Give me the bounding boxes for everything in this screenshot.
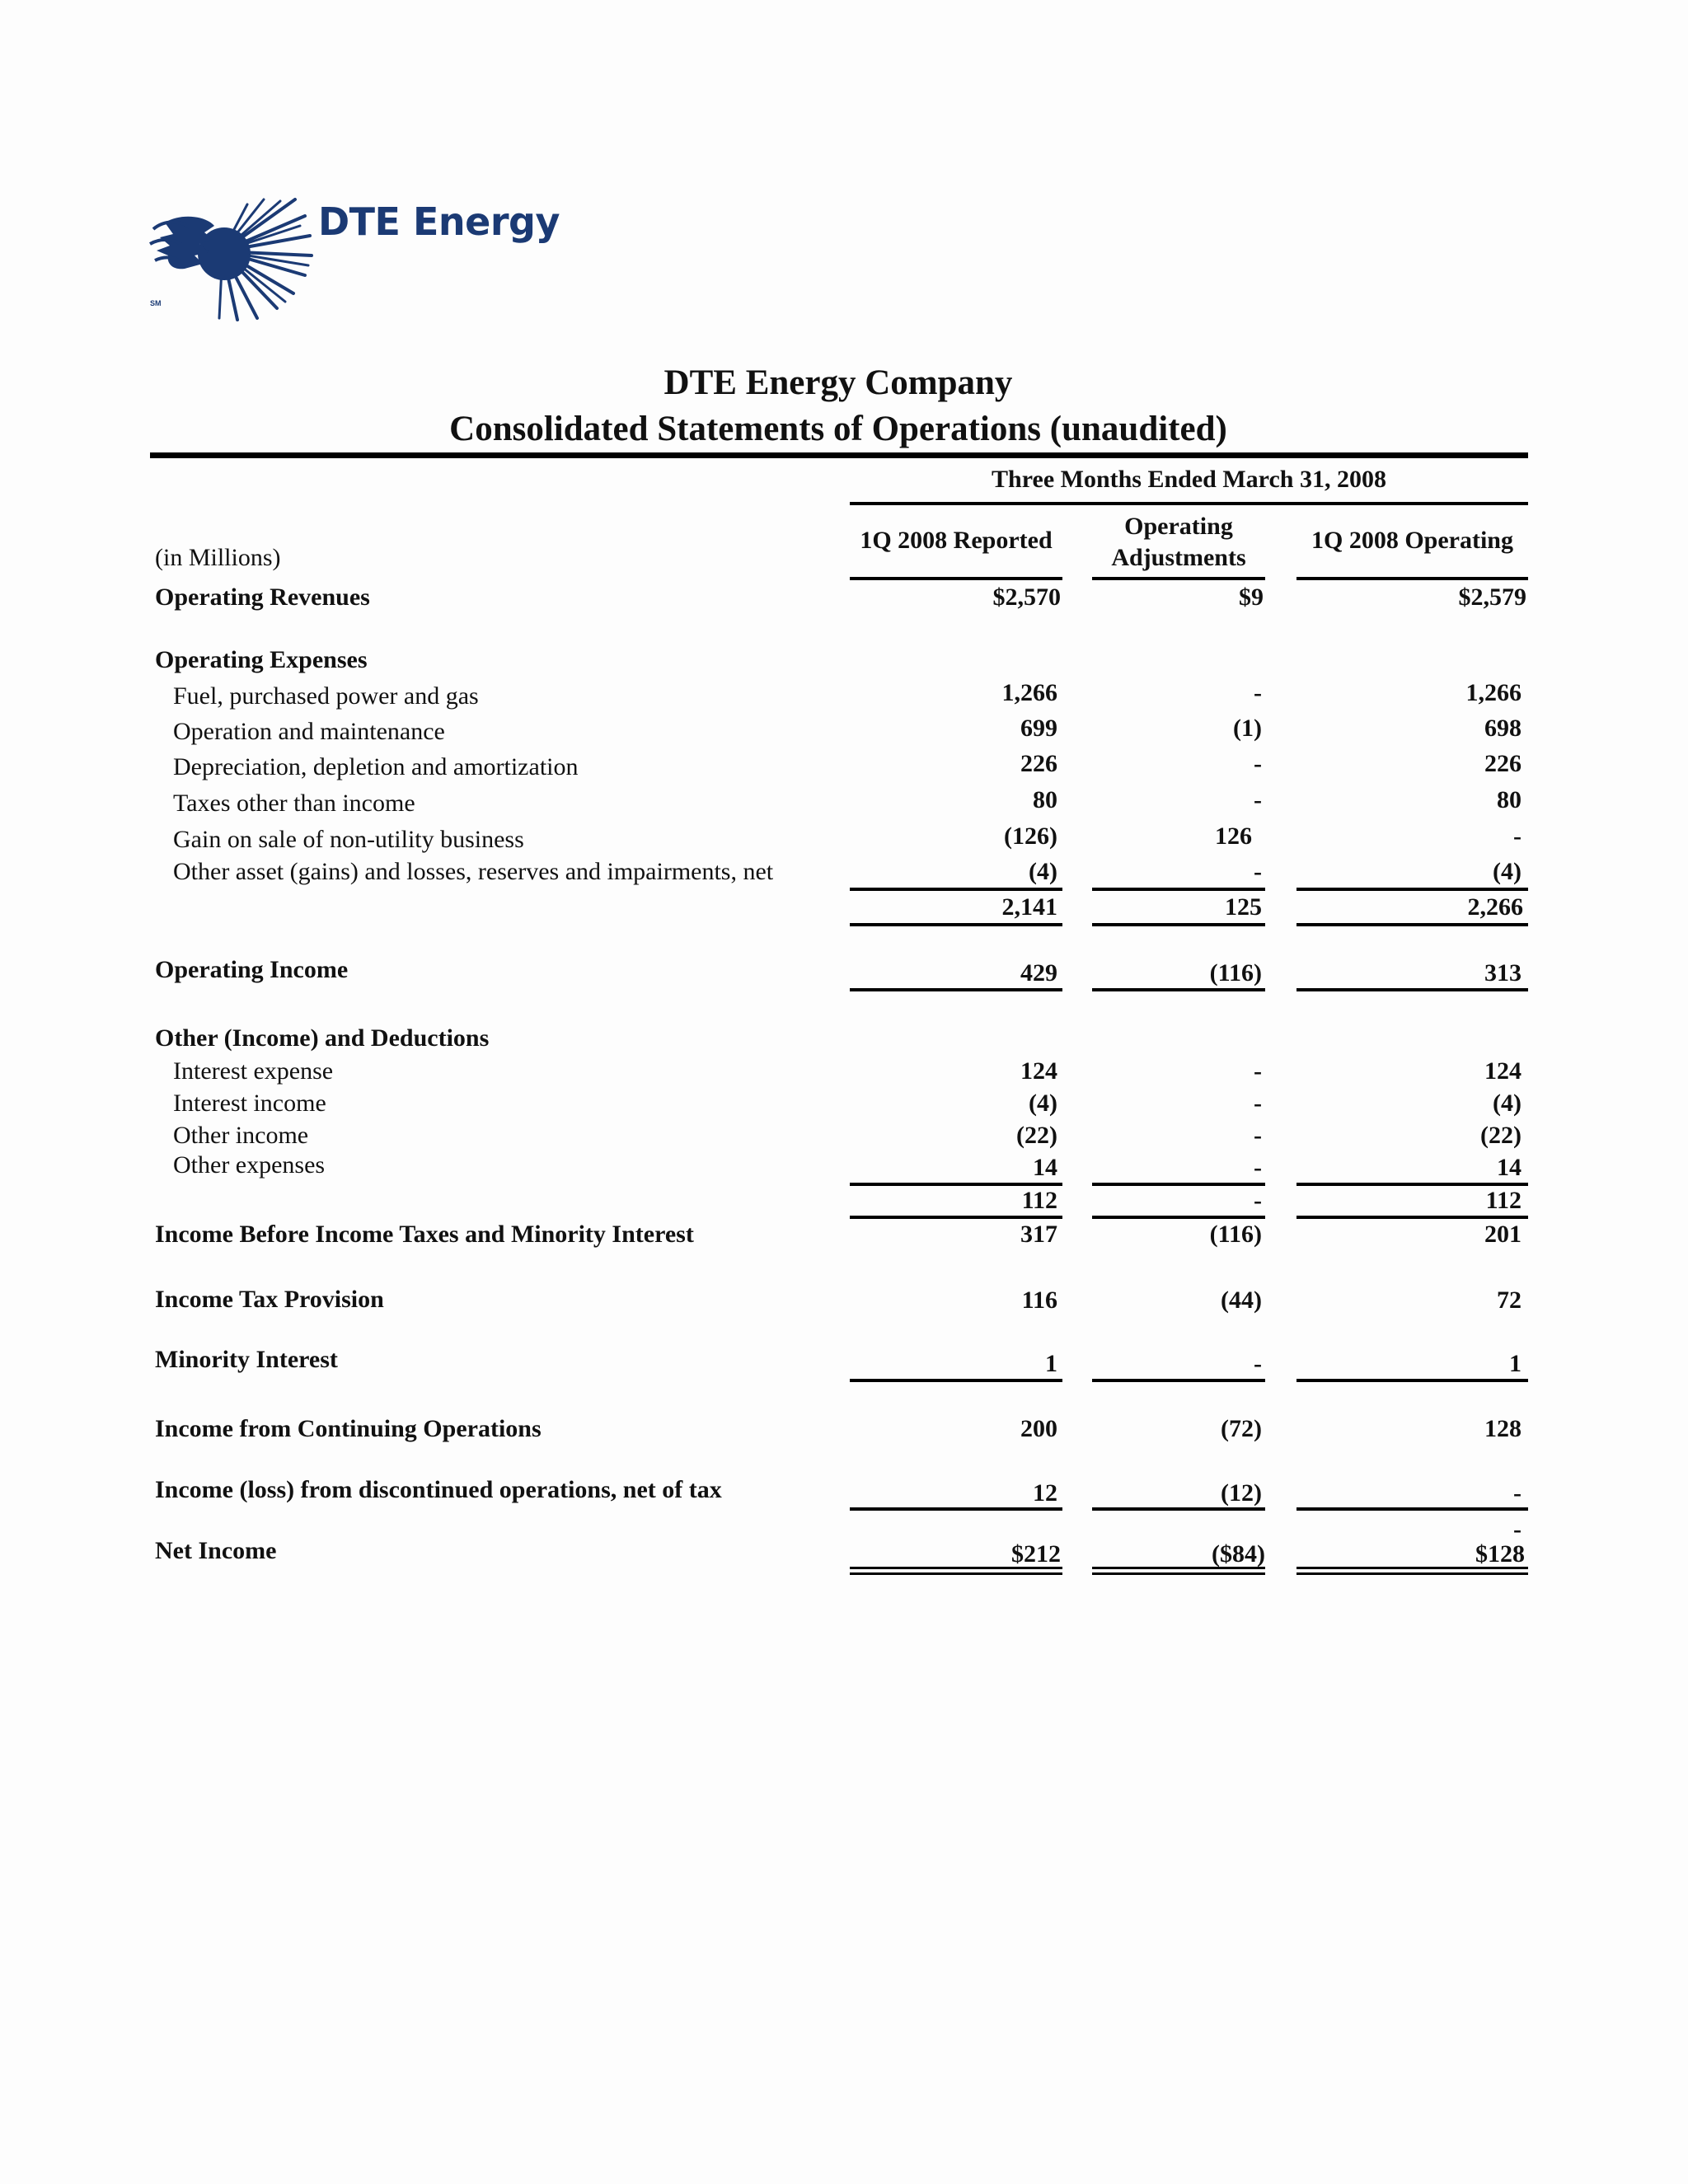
section-label-other-deductions: Other (Income) and Deductions (155, 1024, 490, 1052)
value-adjustment: (116) (1209, 1221, 1262, 1248)
col-header-operating: 1Q 2008 Operating (1311, 527, 1513, 554)
total-rule (850, 1216, 1062, 1219)
value-operating: 313 (1484, 959, 1522, 987)
value-reported: 12 (1033, 1479, 1057, 1507)
total-rule (1092, 1379, 1265, 1382)
col-header-adjustments-line1: Operating (1124, 513, 1233, 540)
value-operating: 124 (1484, 1057, 1522, 1085)
value-operating: 201 (1484, 1221, 1522, 1248)
value-operating: 128 (1484, 1415, 1522, 1442)
service-mark: SM (150, 299, 162, 307)
value-reported: 116 (1021, 1286, 1057, 1314)
subtotal-rule (1296, 888, 1528, 891)
row-label-interest-expense: Interest expense (173, 1057, 334, 1085)
total-rule (850, 1507, 1062, 1511)
col-rule (1296, 577, 1528, 580)
value-operating-dash: - (1513, 1516, 1522, 1543)
value-operating: 226 (1484, 750, 1522, 777)
value-reported: (22) (1016, 1122, 1057, 1149)
col-header-adjustments-line2: Adjustments (1111, 544, 1246, 571)
value-reported: 429 (1020, 959, 1057, 987)
total-rule (850, 923, 1062, 926)
value-adjustment: - (1254, 1350, 1262, 1377)
total-rule (1092, 923, 1265, 926)
row-label-gain-on-sale: Gain on sale of non-utility business (173, 826, 524, 853)
row-label-operating-income: Operating Income (155, 956, 349, 983)
value-reported: 317 (1020, 1221, 1057, 1248)
value-adjustment: - (1254, 1057, 1262, 1085)
value-operating: 80 (1497, 786, 1522, 813)
double-total-rule (1296, 1567, 1528, 1575)
total-rule (1296, 1379, 1528, 1382)
total-reported: 112 (1021, 1187, 1057, 1214)
value-adjustment: - (1254, 1154, 1262, 1181)
row-label-income-before-taxes: Income Before Income Taxes and Minority Interest (155, 1221, 694, 1248)
total-rule (1092, 988, 1265, 991)
value-reported: 1,266 (1001, 679, 1057, 706)
value-reported: 14 (1033, 1154, 1057, 1181)
value-adjustment: ($84) (1212, 1540, 1265, 1568)
value-operating: (4) (1493, 858, 1522, 885)
value-adjustment: 126 (1215, 823, 1252, 850)
value-operating: - (1513, 823, 1522, 850)
value-reported: (4) (1029, 858, 1057, 885)
row-label-depreciation: Depreciation, depletion and amortization (173, 753, 579, 780)
total-adjustment: - (1254, 1187, 1262, 1214)
value-adjustment: - (1254, 786, 1262, 813)
statement-title: Consolidated Statements of Operations (unaudited) (449, 410, 1227, 448)
value-adjustment: - (1254, 1090, 1262, 1117)
total-rule (1296, 1216, 1528, 1219)
double-total-rule (850, 1567, 1062, 1575)
value-operating: $128 (1475, 1540, 1525, 1568)
period-rule (850, 502, 1528, 505)
total-rule (1296, 1507, 1528, 1511)
value-adjustment: - (1254, 858, 1262, 885)
total-rule (850, 988, 1062, 991)
double-total-rule (1092, 1567, 1265, 1575)
row-label-operation-maintenance: Operation and maintenance (173, 718, 445, 745)
value-operating: 14 (1497, 1154, 1522, 1181)
value-operating: 72 (1497, 1286, 1522, 1314)
row-label-discontinued-operations: Income (loss) from discontinued operations, net of tax (155, 1476, 722, 1503)
subtotal-rule (850, 888, 1062, 891)
total-adjustment: 125 (1225, 893, 1262, 921)
row-label-minority-interest: Minority Interest (155, 1346, 338, 1373)
company-title: DTE Energy Company (663, 363, 1013, 402)
value-operating: 1,266 (1465, 679, 1522, 706)
value-operating: 698 (1484, 715, 1522, 742)
row-label-operating-revenues: Operating Revenues (155, 583, 370, 611)
value-adjustment: - (1254, 1122, 1262, 1149)
value-reported: 699 (1020, 715, 1057, 742)
value-adjustment: (116) (1209, 959, 1262, 987)
row-label-fuel: Fuel, purchased power and gas (173, 682, 479, 710)
total-operating: 2,266 (1467, 893, 1523, 921)
total-rule (1092, 1216, 1265, 1219)
row-label-continuing-operations: Income from Continuing Operations (155, 1415, 542, 1442)
value-reported: 80 (1033, 786, 1057, 813)
row-label-interest-income: Interest income (173, 1090, 326, 1117)
value-operating: 1 (1509, 1350, 1522, 1377)
value-reported: $212 (1011, 1540, 1061, 1568)
value-reported: (4) (1029, 1090, 1057, 1117)
col-header-reported: 1Q 2008 Reported (860, 527, 1053, 554)
row-label-other-income: Other income (173, 1122, 309, 1149)
total-reported: 2,141 (1001, 893, 1057, 921)
row-label-taxes-other: Taxes other than income (173, 790, 415, 817)
value-adjustment: (1) (1233, 715, 1262, 742)
total-rule (850, 1379, 1062, 1382)
col-header-adjustments (1092, 511, 1265, 574)
row-label-net-income: Net Income (155, 1537, 277, 1564)
section-label-operating-expenses: Operating Expenses (155, 646, 368, 673)
value-operating: - (1513, 1479, 1522, 1507)
total-rule (1296, 923, 1528, 926)
total-rule (1092, 1507, 1265, 1511)
value-adjustment: - (1254, 679, 1262, 706)
subtotal-rule (1092, 888, 1265, 891)
row-label-other-expenses: Other expenses (173, 1151, 326, 1179)
value-reported: 124 (1020, 1057, 1057, 1085)
value-adjustment: (44) (1221, 1286, 1262, 1314)
value-operating: $2,579 (1458, 583, 1526, 611)
logo-wordmark: DTE Energy (318, 199, 560, 244)
value-reported: (126) (1004, 823, 1057, 850)
value-adjustment: $9 (1239, 583, 1264, 611)
period-header: Three Months Ended March 31, 2008 (992, 466, 1386, 493)
value-reported: 226 (1020, 750, 1057, 777)
value-reported: $2,570 (992, 583, 1061, 611)
total-operating: 112 (1485, 1187, 1522, 1214)
value-adjustment: (72) (1221, 1415, 1262, 1442)
value-reported: 1 (1045, 1350, 1057, 1377)
total-rule (1296, 988, 1528, 991)
row-label-other-asset: Other asset (gains) and losses, reserves and impairments, net (173, 858, 774, 885)
title-rule (150, 452, 1528, 458)
value-reported: 200 (1020, 1415, 1057, 1442)
col-rule (1092, 577, 1265, 580)
row-label-income-tax-provision: Income Tax Provision (155, 1286, 384, 1313)
value-operating: (22) (1480, 1122, 1522, 1149)
value-operating: (4) (1493, 1090, 1522, 1117)
value-adjustment: - (1254, 750, 1262, 777)
value-adjustment: (12) (1221, 1479, 1262, 1507)
col-rule (850, 577, 1062, 580)
units-label: (in Millions) (155, 544, 281, 571)
